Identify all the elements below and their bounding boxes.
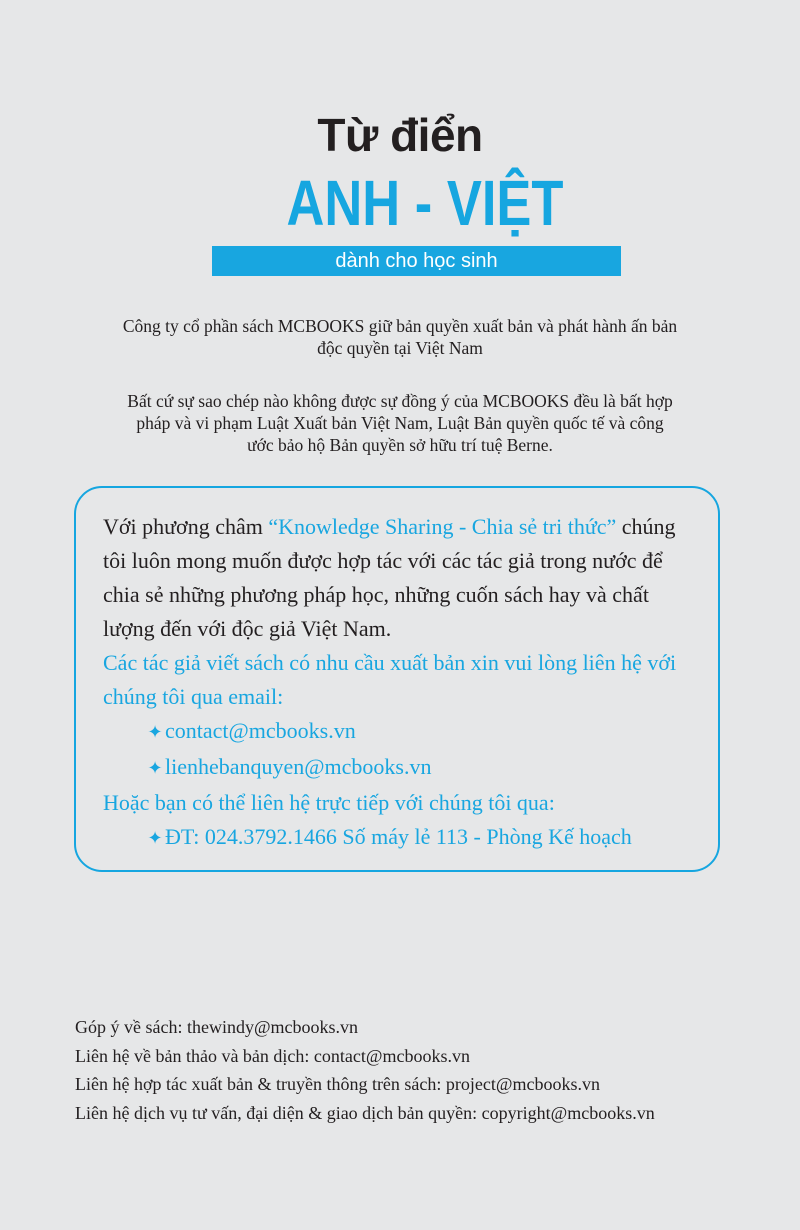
notice-line: chia sẻ những phương pháp học, những cuốn sách hay và chất [103, 582, 649, 607]
email-link[interactable]: contact@mcbooks.vn [165, 718, 356, 743]
email-link[interactable]: lienhebanquyen@mcbooks.vn [165, 754, 432, 779]
footer-line: Liên hệ về bản thảo và bản dịch: contact@mcbooks.vn [75, 1045, 470, 1066]
copyright-notice [70, 315, 730, 359]
notice-line: lượng đến với độc giả Việt Nam. [103, 616, 392, 641]
footer-line: Liên hệ dịch vụ tư vấn, đại diện & giao dịch bản quyền: copyright@mcbooks.vn [75, 1102, 655, 1123]
phone-item [103, 820, 713, 856]
legal-line: Bất cứ sự sao chép nào không được sự đồng ý của MCBOOKS đều là bất hợp [127, 391, 673, 411]
authors-call: chúng tôi qua email: [103, 684, 284, 709]
phone-text: ĐT: 024.3792.1466 Số máy lẻ 113 - Phòng Kế hoạch [165, 824, 632, 849]
legal-line: pháp và vi phạm Luật Xuất bản Việt Nam, Luật Bản quyền quốc tế và công [136, 413, 664, 433]
email-item [103, 714, 713, 750]
authors-call: Các tác giả viết sách có nhu cầu xuất bản xin vui lòng liên hệ với [103, 650, 677, 675]
email-item [103, 750, 713, 786]
footer-line: Góp ý về sách: thewindy@mcbooks.vn [75, 1017, 359, 1037]
contact-direct: Hoặc bạn có thể liên hệ trực tiếp với chúng tôi qua: [103, 790, 555, 815]
four-point-star-icon: ✦ [147, 828, 163, 849]
legal-notice [70, 390, 730, 456]
notice-prefix: Với phương châm [103, 514, 269, 539]
title-anh-viet: ANH - VIỆT [286, 167, 564, 239]
legal-line: ước bảo hộ Bản quyền sở hữu trí tuệ Berne. [247, 435, 553, 455]
footer-line: Liên hệ hợp tác xuất bản & truyền thông trên sách: project@mcbooks.vn [75, 1074, 600, 1094]
copyright-line: Công ty cổ phần sách MCBOOKS giữ bản quyền xuất bản và phát hành ấn bản [122, 316, 678, 336]
slogan: “Knowledge Sharing - Chia sẻ tri thức” [268, 514, 617, 539]
copyright-line: độc quyền tại Việt Nam [317, 338, 483, 358]
subtitle-banner: dành cho học sinh [212, 246, 621, 276]
notice-box [74, 486, 720, 872]
notice-line [103, 510, 713, 544]
notice-suffix: chúng [616, 514, 676, 539]
title-tu-dien: Từ điển [317, 109, 483, 161]
contact-footer [75, 1013, 775, 1127]
notice-line: tôi luôn mong muốn được hợp tác với các tác giả trong nước để [103, 548, 663, 573]
four-point-star-icon: ✦ [147, 722, 163, 743]
four-point-star-icon: ✦ [147, 758, 163, 779]
notice-content [103, 510, 713, 856]
